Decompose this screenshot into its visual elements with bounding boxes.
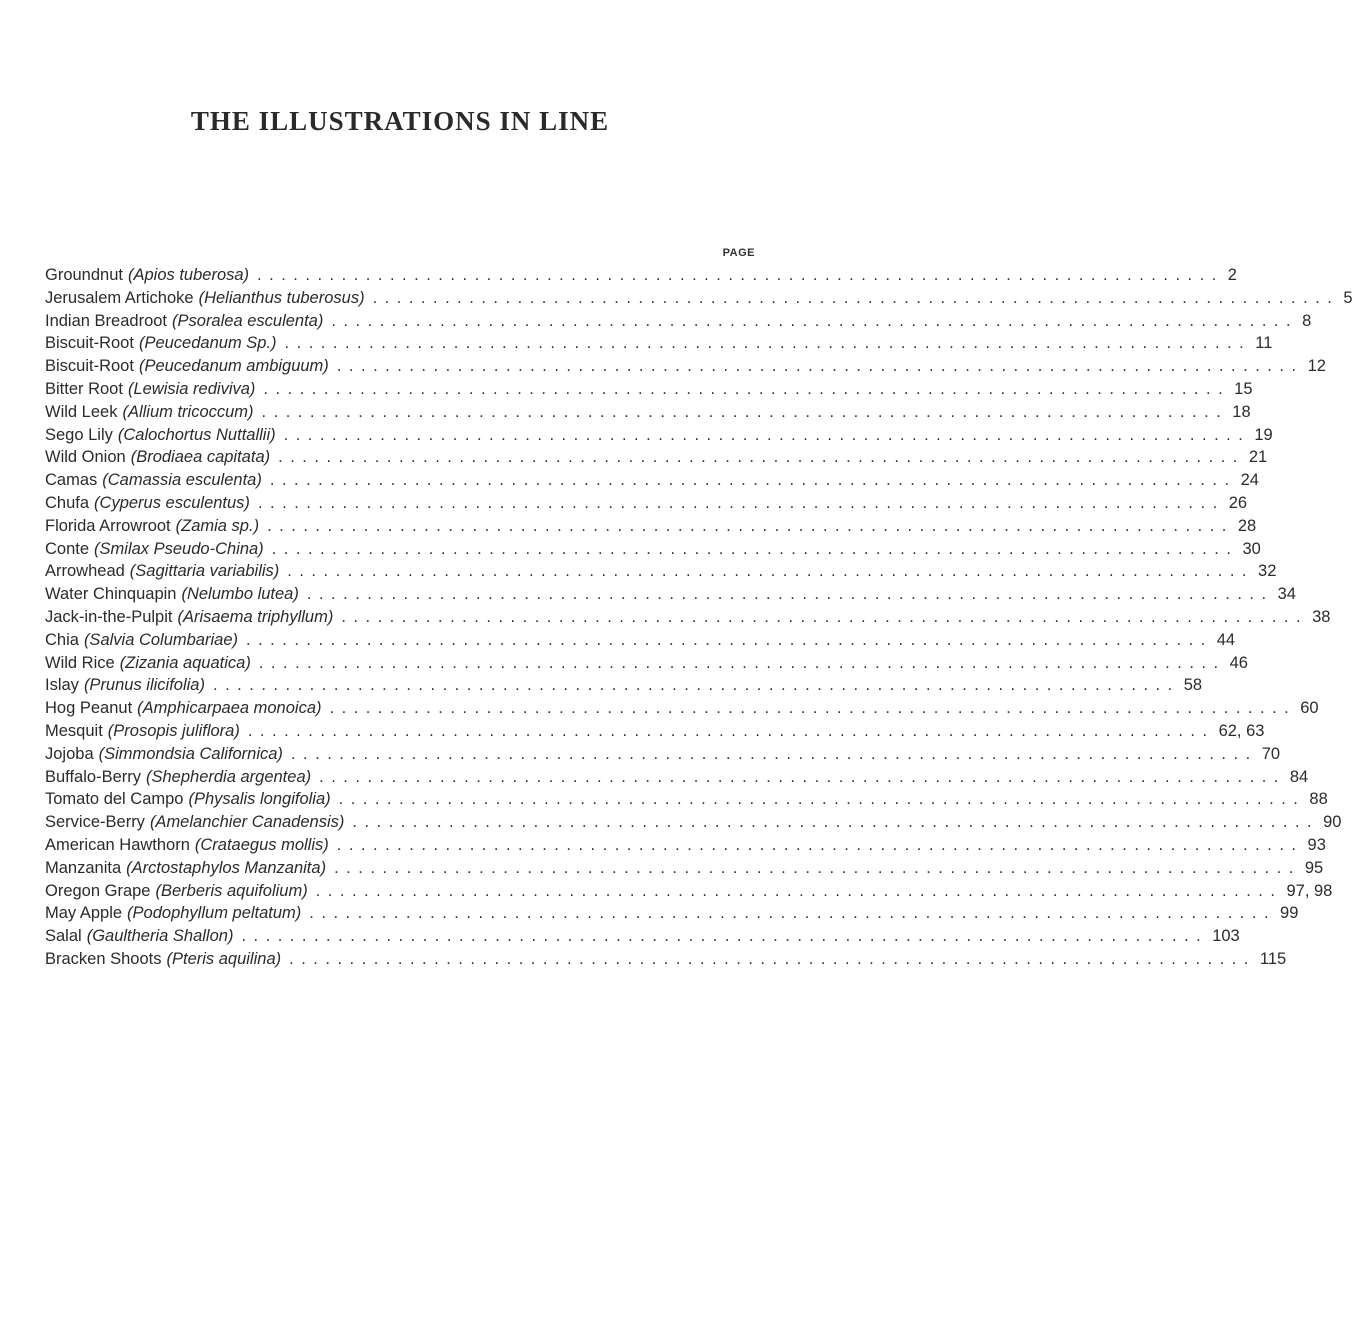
common-name: Jack-in-the-Pulpit <box>45 607 173 626</box>
dot-leader: ................................................................................ <box>315 881 1283 900</box>
scientific-name: (Camassia esculenta) <box>102 471 262 490</box>
scientific-name: (Smilax Pseudo-China) <box>94 539 264 558</box>
dot-leader: ................................................................................ <box>329 699 1297 718</box>
dot-leader: ................................................................................ <box>258 653 1226 672</box>
page-number: 11 <box>1255 334 1273 353</box>
common-name: American Hawthorn <box>45 835 190 854</box>
scientific-name: (Crataegus mollis) <box>194 835 329 854</box>
dot-leader: ................................................................................ <box>309 904 1277 923</box>
list-item <box>45 560 1277 583</box>
list-item <box>45 424 1273 447</box>
page-number: 8 <box>1302 311 1312 330</box>
dot-leader: ................................................................................ <box>306 585 1274 604</box>
page-number: 28 <box>1237 516 1257 535</box>
list-item <box>45 332 1273 355</box>
list-item <box>45 880 1333 903</box>
common-name: Jerusalem Artichoke <box>45 288 194 307</box>
common-name: Indian Breadroot <box>45 311 168 330</box>
scientific-name: (Brodiaea capitata) <box>130 448 271 467</box>
dot-leader: ................................................................................ <box>267 516 1234 535</box>
common-name: Islay <box>45 676 79 695</box>
scientific-name: (Psoralea esculenta) <box>172 311 324 330</box>
common-name: Salal <box>45 927 82 946</box>
scientific-name: (Amelanchier Canadensis) <box>149 813 345 832</box>
page-number: 2 <box>1227 266 1237 284</box>
scientific-name: (Allium tricoccum) <box>122 402 254 421</box>
dot-leader: ................................................................................ <box>283 425 1251 444</box>
scientific-name: (Peucedanum ambiguum) <box>138 357 329 376</box>
list-item <box>45 538 1261 561</box>
common-name: Manzanita <box>45 858 122 877</box>
scientific-name: (Apios tuberosa) <box>127 266 250 284</box>
list-item <box>45 264 1237 287</box>
common-name: Service-Berry <box>45 813 145 832</box>
page-number: 93 <box>1307 835 1326 854</box>
common-name: Bitter Root <box>45 379 123 398</box>
list-item <box>45 925 1240 948</box>
scientific-name: (Prosopis juliflora) <box>107 721 240 740</box>
dot-leader: ................................................................................ <box>269 471 1237 490</box>
page-number: 70 <box>1261 744 1281 763</box>
page-number: 24 <box>1240 471 1259 490</box>
list-item <box>45 469 1259 492</box>
scientific-name: (Zamia sp.) <box>175 516 260 535</box>
page-number: 97, 98 <box>1286 881 1333 900</box>
common-name: Sego Lily <box>45 425 113 444</box>
page-number: 30 <box>1242 539 1261 558</box>
page-number: 12 <box>1307 357 1326 376</box>
list-item <box>45 674 1203 697</box>
common-name: Chufa <box>45 493 90 512</box>
scientific-name: (Shepherdia argentea) <box>146 767 312 786</box>
page-number: 5 <box>1343 288 1353 307</box>
scientific-name: (Cyperus esculentus) <box>94 493 250 512</box>
scientific-name: (Arisaema triphyllum) <box>177 607 334 626</box>
page-number: 99 <box>1280 904 1299 923</box>
list-item <box>45 902 1299 925</box>
scientific-name: (Podophyllum peltatum) <box>127 904 302 923</box>
list-item <box>45 697 1319 720</box>
page-number: 60 <box>1300 699 1319 718</box>
page-number: 26 <box>1228 493 1248 512</box>
illustrations-list <box>45 264 1353 971</box>
dot-leader: ................................................................................ <box>289 949 1256 968</box>
dot-leader: ................................................................................ <box>271 539 1239 558</box>
scientific-name: (Sagittaria variabilis) <box>129 562 280 581</box>
common-name: Oregon Grape <box>45 881 151 900</box>
list-item <box>45 515 1257 538</box>
common-name: Hog Peanut <box>45 699 133 718</box>
dot-leader: ................................................................................ <box>284 334 1252 353</box>
list-item <box>45 378 1253 401</box>
page-title: THE ILLUSTRATIONS IN LINE <box>190 106 610 137</box>
dot-leader: ................................................................................ <box>372 288 1340 307</box>
dot-leader: ................................................................................ <box>336 835 1304 854</box>
dot-leader: ................................................................................ <box>334 858 1301 877</box>
dot-leader: ................................................................................ <box>336 357 1304 376</box>
dot-leader: ................................................................................ <box>212 676 1180 695</box>
common-name: Biscuit-Root <box>45 334 134 353</box>
list-item <box>45 492 1248 515</box>
page-number: 15 <box>1234 379 1253 398</box>
common-name: Bracken Shoots <box>45 949 162 968</box>
common-name: Arrowhead <box>45 562 125 581</box>
page-number: 32 <box>1258 562 1277 581</box>
list-item <box>45 834 1326 857</box>
common-name: Groundnut <box>45 266 123 284</box>
scientific-name: (Amphicarpaea monoica) <box>137 699 322 718</box>
list-item <box>45 606 1331 629</box>
dot-leader: ................................................................................ <box>352 813 1320 832</box>
dot-leader: ................................................................................ <box>241 927 1209 946</box>
list-item <box>45 583 1296 606</box>
page-number: 58 <box>1183 676 1203 695</box>
scientific-name: (Gaultheria Shallon) <box>86 927 234 946</box>
dot-leader: ................................................................................ <box>257 266 1224 284</box>
common-name: Florida Arrowroot <box>45 516 171 535</box>
common-name: Chia <box>45 630 79 649</box>
scientific-name: (Simmondsia Californica) <box>98 744 283 763</box>
dot-leader: ................................................................................ <box>247 721 1215 740</box>
common-name: Mesquit <box>45 721 103 740</box>
page-number: 103 <box>1212 927 1240 946</box>
list-item <box>45 811 1342 834</box>
list-item <box>45 629 1236 652</box>
scientific-name: (Berberis aquifolium) <box>155 881 308 900</box>
dot-leader: ................................................................................ <box>290 744 1258 763</box>
page-number: 44 <box>1216 630 1236 649</box>
common-name: Biscuit-Root <box>45 357 134 376</box>
list-item <box>45 788 1328 811</box>
page-column-header: PAGE <box>722 247 755 259</box>
common-name: Conte <box>45 539 90 558</box>
dot-leader: ................................................................................ <box>338 790 1306 809</box>
scientific-name: (Helianthus tuberosus) <box>198 288 365 307</box>
list-item <box>45 287 1353 310</box>
common-name: Wild Leek <box>45 402 118 421</box>
common-name: Camas <box>45 471 98 490</box>
dot-leader: ................................................................................ <box>341 607 1309 626</box>
page-number: 18 <box>1232 402 1251 421</box>
dot-leader: ................................................................................ <box>319 767 1286 786</box>
dot-leader: ................................................................................ <box>278 448 1245 467</box>
list-item <box>45 948 1287 971</box>
scientific-name: (Calochortus Nuttallii) <box>117 425 276 444</box>
scientific-name: (Nelumbo lutea) <box>181 585 299 604</box>
dot-leader: ................................................................................ <box>261 402 1229 421</box>
common-name: Water Chinquapin <box>45 585 177 604</box>
list-item <box>45 720 1265 743</box>
common-name: Jojoba <box>45 744 94 763</box>
page-number: 46 <box>1229 653 1248 672</box>
list-item <box>45 743 1281 766</box>
common-name: Tomato del Campo <box>45 790 184 809</box>
scientific-name: (Salvia Columbariae) <box>83 630 238 649</box>
page-number: 62, 63 <box>1218 721 1265 740</box>
list-item <box>45 355 1326 378</box>
page-number: 90 <box>1323 813 1342 832</box>
page-number: 115 <box>1259 949 1287 968</box>
list-item <box>45 310 1312 333</box>
dot-leader: ................................................................................ <box>287 562 1255 581</box>
common-name: Buffalo-Berry <box>45 767 141 786</box>
page-number: 21 <box>1248 448 1268 467</box>
scientific-name: (Peucedanum Sp.) <box>138 334 277 353</box>
page-number: 38 <box>1312 607 1331 626</box>
list-item <box>45 652 1248 675</box>
scientific-name: (Lewisia rediviva) <box>127 379 256 398</box>
dot-leader: ................................................................................ <box>257 493 1225 512</box>
dot-leader: ................................................................................ <box>263 379 1231 398</box>
common-name: Wild Onion <box>45 448 126 467</box>
dot-leader: ................................................................................ <box>246 630 1213 649</box>
list-item <box>45 857 1324 880</box>
page-number: 88 <box>1309 790 1328 809</box>
list-item <box>45 446 1268 469</box>
dot-leader: ................................................................................ <box>331 311 1299 330</box>
common-name: May Apple <box>45 904 123 923</box>
scientific-name: (Pteris aquilina) <box>166 949 282 968</box>
page-number: 19 <box>1254 425 1273 444</box>
page-number: 34 <box>1277 585 1296 604</box>
scientific-name: (Prunus ilicifolia) <box>83 676 205 695</box>
list-item <box>45 766 1309 789</box>
page-number: 95 <box>1304 858 1324 877</box>
scientific-name: (Zizania aquatica) <box>119 653 251 672</box>
list-item <box>45 401 1251 424</box>
page-number: 84 <box>1289 767 1309 786</box>
common-name: Wild Rice <box>45 653 115 672</box>
scientific-name: (Physalis longifolia) <box>188 790 331 809</box>
scientific-name: (Arctostaphylos Manzanita) <box>126 858 327 877</box>
